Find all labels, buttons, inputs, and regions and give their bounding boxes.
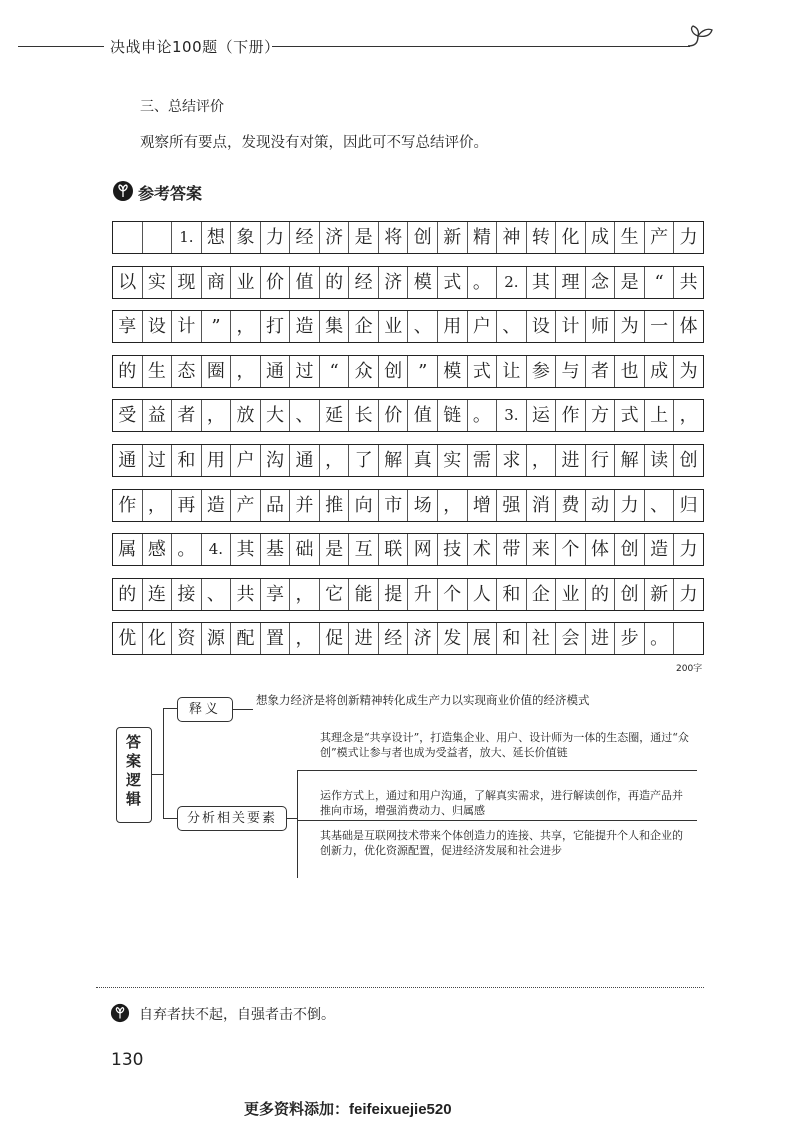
grid-cell: 业 — [379, 311, 409, 342]
grid-row — [112, 355, 704, 388]
grid-cell: 计 — [556, 311, 586, 342]
mindmap-branch1-connector — [163, 708, 177, 709]
grid-cell: 共 — [231, 579, 261, 610]
grid-cell: 促 — [320, 623, 350, 654]
grid-cell: 模 — [438, 356, 468, 387]
grid-cell: 其 — [231, 534, 261, 565]
grid-cell: 理 — [556, 267, 586, 298]
grid-cell: 资 — [172, 623, 202, 654]
grid-cell: 上 — [645, 400, 675, 431]
grid-cell: 象 — [231, 222, 261, 253]
grid-cell: 展 — [468, 623, 498, 654]
grid-cell: 术 — [468, 534, 498, 565]
grid-cell: 用 — [438, 311, 468, 342]
grid-cell: 式 — [438, 267, 468, 298]
grid-cell: 是 — [320, 534, 350, 565]
grid-row — [112, 444, 704, 477]
grid-cell: 新 — [645, 579, 675, 610]
grid-cell: 值 — [290, 267, 320, 298]
mindmap-item-divider-1 — [297, 770, 697, 771]
grid-cell: 市 — [379, 490, 409, 521]
grid-cell: 户 — [468, 311, 498, 342]
grid-cell: 提 — [379, 579, 409, 610]
grid-cell: 众 — [349, 356, 379, 387]
grid-cell: 一 — [645, 311, 675, 342]
grid-cell: 创 — [408, 222, 438, 253]
grid-cell: 值 — [408, 400, 438, 431]
grid-cell: 成 — [586, 222, 616, 253]
grid-cell: 成 — [645, 356, 675, 387]
grid-cell: 以 — [113, 267, 143, 298]
mindmap-root-box — [116, 727, 152, 823]
footer-dotted-rule — [96, 987, 704, 988]
grid-cell: 是 — [349, 222, 379, 253]
grid-cell: 归 — [679, 495, 698, 516]
grid-cell: 推 — [320, 490, 350, 521]
grid-cell: 业 — [231, 267, 261, 298]
grid-cell: 商 — [202, 267, 232, 298]
grid-cell: ， — [202, 400, 232, 431]
grid-cell: 接 — [172, 579, 202, 610]
grid-cell: 神 — [497, 222, 527, 253]
grid-cell: 个 — [438, 579, 468, 610]
grid-cell: 力 — [679, 584, 698, 605]
grid-cell: ， — [290, 623, 320, 654]
mindmap-branch2-spine — [297, 770, 298, 878]
word-count: 200字 — [676, 664, 703, 674]
grid-cell: 和 — [497, 623, 527, 654]
grid-cell: 真 — [408, 445, 438, 476]
grid-cell: 化 — [143, 623, 173, 654]
grid-cell: 。 — [468, 267, 498, 298]
grid-cell — [113, 222, 143, 253]
grid-cell: 1. — [172, 222, 202, 253]
grid-cell: 造 — [645, 534, 675, 565]
grid-cell: 产 — [231, 490, 261, 521]
grid-cell: 过 — [143, 445, 173, 476]
grid-cell: 念 — [586, 267, 616, 298]
grid-cell: 实 — [438, 445, 468, 476]
grid-cell: 作 — [113, 490, 143, 521]
grid-cell: 产 — [645, 222, 675, 253]
grid-cell: 创 — [615, 534, 645, 565]
grid-cell: 济 — [320, 222, 350, 253]
grid-cell: 将 — [379, 222, 409, 253]
grid-cell: 让 — [497, 356, 527, 387]
grid-cell: 精 — [468, 222, 498, 253]
grid-cell: 受 — [113, 400, 143, 431]
mindmap-item-divider-2 — [297, 820, 697, 821]
grid-cell: 带 — [497, 534, 527, 565]
grid-cell: 求 — [497, 445, 527, 476]
grid-cell: 企 — [527, 579, 557, 610]
grid-cell: ， — [231, 356, 261, 387]
grid-cell: 用 — [202, 445, 232, 476]
grid-cell: 网 — [408, 534, 438, 565]
grid-cell: 延 — [320, 400, 350, 431]
grid-cell: 和 — [172, 445, 202, 476]
grid-cell: 为 — [679, 361, 698, 382]
grid-cell: 其 — [527, 267, 557, 298]
grid-cell: 、 — [645, 490, 675, 521]
grid-cell: 了 — [349, 445, 379, 476]
grid-cell: 动 — [586, 490, 616, 521]
grid-cell: 础 — [290, 534, 320, 565]
grid-cell: 解 — [379, 445, 409, 476]
grid-cell: ， — [290, 579, 320, 610]
grid-cell: 。 — [468, 400, 498, 431]
grid-cell: 济 — [408, 623, 438, 654]
grid-cell: 读 — [645, 445, 675, 476]
grid-cell: 共 — [679, 272, 698, 293]
grid-cell: 能 — [349, 579, 379, 610]
grid-cell: 体 — [679, 316, 698, 337]
grid-cell: 力 — [615, 490, 645, 521]
grid-cell: 需 — [468, 445, 498, 476]
page-number: 130 — [111, 1050, 144, 1070]
grid-cell: 基 — [261, 534, 291, 565]
grid-cell: 通 — [290, 445, 320, 476]
grid-cell — [143, 222, 173, 253]
grid-cell: 2. — [497, 267, 527, 298]
header-rule-left — [18, 46, 104, 47]
grid-cell: 态 — [172, 356, 202, 387]
grid-cell: 。 — [645, 623, 675, 654]
grid-cell: 圈 — [202, 356, 232, 387]
grid-cell: 属 — [113, 534, 143, 565]
mindmap-branch1-leader — [233, 709, 253, 710]
header-title: 决战申论100题（下册） — [110, 38, 280, 56]
grid-cell: 是 — [615, 267, 645, 298]
grid-cell: “ — [320, 356, 350, 387]
grid-cell: 链 — [438, 400, 468, 431]
grid-cell: ， — [143, 490, 173, 521]
grid-cell: 式 — [468, 356, 498, 387]
grid-cell: ， — [438, 490, 468, 521]
grid-cell: 通 — [261, 356, 291, 387]
mindmap-branch2-leader — [287, 818, 297, 819]
grid-cell: 升 — [408, 579, 438, 610]
grid-cell: 生 — [143, 356, 173, 387]
grid-cell: 设 — [143, 311, 173, 342]
grid-cell: 它 — [320, 579, 350, 610]
grid-cell: ， — [527, 445, 557, 476]
grid-cell: 消 — [527, 490, 557, 521]
grid-cell: 、 — [408, 311, 438, 342]
grid-cell: 集 — [320, 311, 350, 342]
grid-cell: 方 — [586, 400, 616, 431]
grid-cell: 企 — [349, 311, 379, 342]
grid-cell: 体 — [586, 534, 616, 565]
grid-cell: 益 — [143, 400, 173, 431]
grid-cell: 和 — [497, 579, 527, 610]
grid-cell: 运 — [527, 400, 557, 431]
grid-cell: 化 — [556, 222, 586, 253]
grid-cell: 力 — [679, 227, 698, 248]
grid-cell: 通 — [113, 445, 143, 476]
grid-cell: 价 — [379, 400, 409, 431]
grid-cell: 感 — [143, 534, 173, 565]
mindmap-branch2-label: 分析相关要素 — [186, 811, 277, 826]
grid-row — [112, 221, 704, 254]
grid-cell: 的 — [320, 267, 350, 298]
grid-cell: 济 — [379, 267, 409, 298]
grid-cell: 创 — [379, 356, 409, 387]
grid-cell: 沟 — [261, 445, 291, 476]
grid-cell: 个 — [556, 534, 586, 565]
motto-leaf-icon — [110, 1003, 130, 1023]
grid-row — [112, 399, 704, 432]
grid-cell: 品 — [261, 490, 291, 521]
grid-cell: 、 — [497, 311, 527, 342]
grid-cell: 放 — [231, 400, 261, 431]
section-heading: 三、总结评价 — [140, 99, 224, 115]
grid-cell: 计 — [172, 311, 202, 342]
grid-cell: 社 — [527, 623, 557, 654]
grid-cell: 与 — [556, 356, 586, 387]
grid-cell: 力 — [261, 222, 291, 253]
grid-cell: “ — [645, 267, 675, 298]
grid-cell: 造 — [202, 490, 232, 521]
grid-cell: 进 — [556, 445, 586, 476]
grid-cell: 师 — [586, 311, 616, 342]
grid-cell: 步 — [615, 623, 645, 654]
mindmap-branch2-box — [177, 806, 287, 831]
grid-cell: 经 — [290, 222, 320, 253]
grid-cell: 长 — [349, 400, 379, 431]
grid-cell: 想 — [202, 222, 232, 253]
grid-cell: 发 — [438, 623, 468, 654]
grid-cell: 连 — [143, 579, 173, 610]
promo-text: 更多资料添加：feifeixuejie520 — [244, 1101, 452, 1118]
grid-cell: 享 — [113, 311, 143, 342]
grid-row — [112, 266, 704, 299]
grid-cell: 解 — [615, 445, 645, 476]
grid-cell — [674, 623, 703, 654]
grid-cell: 增 — [468, 490, 498, 521]
grid-cell: 向 — [349, 490, 379, 521]
mindmap-root: 答案逻辑 — [124, 734, 142, 810]
grid-cell: 享 — [261, 579, 291, 610]
grid-cell: 人 — [468, 579, 498, 610]
grid-cell: 场 — [408, 490, 438, 521]
mindmap-root-connector — [152, 774, 163, 775]
grid-cell: 者 — [586, 356, 616, 387]
grid-row — [112, 578, 704, 611]
grid-cell: 价 — [261, 267, 291, 298]
grid-cell: 费 — [556, 490, 586, 521]
sprout-icon — [684, 22, 718, 52]
grid-cell: 作 — [556, 400, 586, 431]
grid-cell: 的 — [586, 579, 616, 610]
grid-cell: ” — [408, 356, 438, 387]
grid-cell: 来 — [527, 534, 557, 565]
grid-cell: 4. — [202, 534, 232, 565]
mindmap-item-3: 其基础是互联网技术带来个体创造力的连接、共享，它能提升个人和企业的创新力，优化资源配置，促进经济发展和社会进步 — [320, 829, 683, 857]
grid-cell: 互 — [349, 534, 379, 565]
grid-row — [112, 533, 704, 566]
leaf-icon — [112, 180, 134, 202]
grid-cell: 进 — [586, 623, 616, 654]
reference-answer-label: 参考答案 — [138, 184, 203, 203]
grid-cell: 创 — [615, 579, 645, 610]
grid-cell: 转 — [527, 222, 557, 253]
grid-cell: 的 — [113, 356, 143, 387]
grid-cell: 新 — [438, 222, 468, 253]
grid-row — [112, 310, 704, 343]
grid-cell: 创 — [679, 450, 698, 471]
mindmap-item-2: 运作方式上，通过和用户沟通，了解真实需求，进行解读创作，再造产品并推向市场，增强消费动力、归属感 — [320, 789, 683, 817]
mindmap-branch1-box — [177, 697, 233, 722]
grid-cell: 参 — [527, 356, 557, 387]
grid-cell: 为 — [615, 311, 645, 342]
grid-cell: 大 — [261, 400, 291, 431]
grid-cell: 置 — [261, 623, 291, 654]
grid-cell: 、 — [202, 579, 232, 610]
grid-cell: 经 — [379, 623, 409, 654]
grid-cell: 3. — [497, 400, 527, 431]
grid-cell: 优 — [113, 623, 143, 654]
grid-cell: 实 — [143, 267, 173, 298]
mindmap-branch2-connector — [163, 818, 177, 819]
grid-cell: 技 — [438, 534, 468, 565]
grid-cell: 的 — [113, 579, 143, 610]
grid-cell: 设 — [527, 311, 557, 342]
footer-motto: 自弃者扶不起，自强者击不倒。 — [139, 1007, 335, 1023]
grid-row — [112, 489, 704, 522]
mindmap-branch1-text: 想象力经济是将创新精神转化成生产力以实现商业价值的经济模式 — [256, 693, 590, 707]
grid-cell: 进 — [349, 623, 379, 654]
grid-cell: 户 — [231, 445, 261, 476]
grid-cell: ， — [679, 405, 698, 426]
mindmap-item-1: 其理念是“共享设计”，打造集企业、用户、设计师为一体的生态圈，通过“众创”模式让参与者也成为受益者，放大、延长价值链 — [320, 731, 689, 759]
grid-cell: 也 — [615, 356, 645, 387]
grid-cell: 力 — [679, 539, 698, 560]
answer-grid — [112, 221, 704, 661]
grid-cell: 打 — [261, 311, 291, 342]
grid-cell: 式 — [615, 400, 645, 431]
grid-cell: 配 — [231, 623, 261, 654]
grid-cell: 源 — [202, 623, 232, 654]
grid-cell: 者 — [172, 400, 202, 431]
grid-cell: 造 — [290, 311, 320, 342]
grid-cell: 模 — [408, 267, 438, 298]
grid-cell: 、 — [290, 400, 320, 431]
grid-row — [112, 622, 704, 655]
grid-cell: 强 — [497, 490, 527, 521]
grid-cell: 会 — [556, 623, 586, 654]
grid-cell: ， — [320, 445, 350, 476]
grid-cell: 并 — [290, 490, 320, 521]
grid-cell: ” — [202, 311, 232, 342]
grid-cell: 。 — [172, 534, 202, 565]
grid-cell: 现 — [172, 267, 202, 298]
grid-cell: 业 — [556, 579, 586, 610]
grid-cell: 联 — [379, 534, 409, 565]
grid-cell: ， — [231, 311, 261, 342]
section-body: 观察所有要点，发现没有对策，因此可不写总结评价。 — [140, 135, 488, 151]
header-rule-right — [272, 46, 690, 47]
grid-cell: 过 — [290, 356, 320, 387]
grid-cell: 再 — [172, 490, 202, 521]
mindmap-branch1-label: 释义 — [188, 702, 221, 717]
mindmap-trunk — [163, 708, 164, 818]
grid-cell: 行 — [586, 445, 616, 476]
grid-cell: 生 — [615, 222, 645, 253]
grid-cell: 经 — [349, 267, 379, 298]
